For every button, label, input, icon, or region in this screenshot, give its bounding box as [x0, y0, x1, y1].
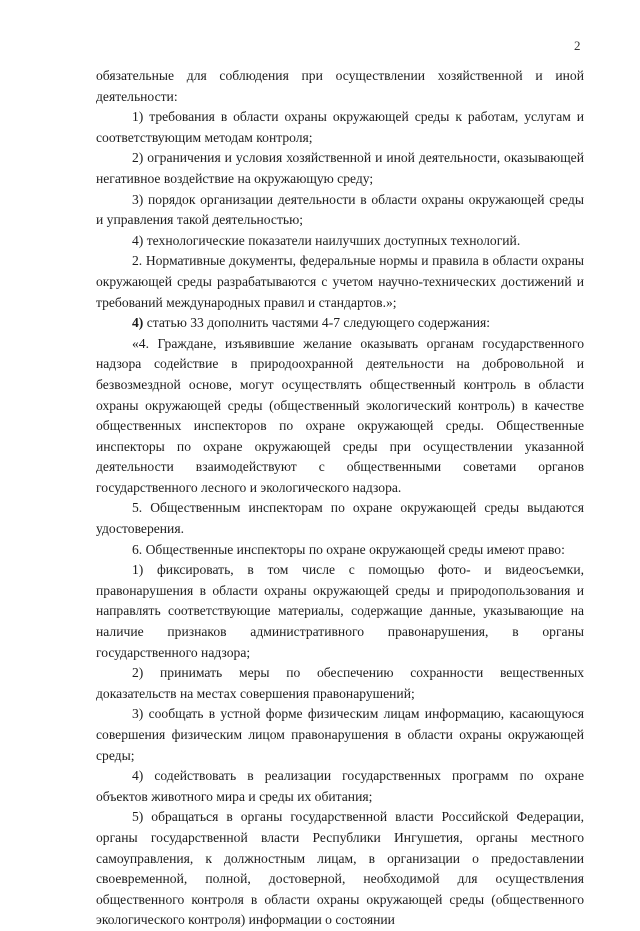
paragraph-part-6: 6. Общественные инспекторы по охране окружающей среды имеют право: [132, 541, 565, 557]
rights-item-1: 1) фиксировать, в том числе с помощью фото- и видеосъемки, правонарушения в области охраны окружающей среды и природопользования и направлять соответствующие материалы, содержащие данные, указывающие на наличие признаков административного правонарушения, в органы государственного надзора; [96, 562, 584, 660]
page-number: 2 [574, 38, 581, 53]
list-item-4: 4) технологические показатели наилучших доступных технологий. [132, 232, 521, 248]
amendment-text: статью 33 дополнить частями 4-7 следующего содержания: [143, 315, 491, 331]
paragraph-part-4: «4. Граждане, изъявившие желание оказывать органам государственного надзора содействие в природоохранной деятельности на добровольной и безвозмездной основе, могут осуществлять общественный контроль в области охраны окружающей среды (общественный экологический контроль) в качестве общественных инспекторов по охране окружающей среды. Общественные инспекторы по охране окружающей среды при осуществлении указанной деятельности взаимодействуют с общественными советами органов государственного лесного и экологического надзора. [96, 335, 584, 495]
paragraph-continuation: обязательные для соблюдения при осуществлении хозяйственной и иной деятельности: [96, 68, 584, 104]
rights-item-3: 3) сообщать в устной форме физическим лицам информацию, касающуюся совершения физическим лицом правонарушения в области охраны окружающей среды; [96, 706, 584, 763]
list-item-1: 1) требования в области охраны окружающей среды к работам, услугам и соответствующим методам контроля; [96, 109, 584, 145]
paragraph-part-2: 2. Нормативные документы, федеральные нормы и правила в области охраны окружающей среды разрабатываются с учетом научно-технических достижений и требований международных правил и стандартов.»; [96, 253, 584, 310]
amendment-number: 4) [132, 315, 144, 331]
list-item-2: 2) ограничения и условия хозяйственной и иной деятельности, оказывающей негативное воздействие на окружающую среду; [96, 150, 584, 186]
document-body [96, 66, 584, 931]
rights-item-5: 5) обращаться в органы государственной власти Российской Федерации, органы государственной власти Республики Ингушетия, органы местного самоуправления, к должностным лицам, в организации о предоставлении своевременной, полной, достоверной, необходимой для осуществления общественного контроля в области охраны окружающей среды (общественного экологического контроля) информации о состоянии [96, 809, 584, 928]
rights-item-2: 2) принимать меры по обеспечению сохранности вещественных доказательств на местах совершения правонарушений; [96, 665, 584, 701]
list-item-3: 3) порядок организации деятельности в области охраны окружающей среды и управления такой деятельностью; [96, 191, 584, 228]
paragraph-part-5: 5. Общественным инспекторам по охране окружающей среды выдаются удостоверения. [96, 500, 584, 537]
amendment-item-4 [96, 313, 584, 334]
rights-item-4: 4) содействовать в реализации государственных программ по охране объектов животного мира и среды их обитания; [96, 768, 584, 804]
